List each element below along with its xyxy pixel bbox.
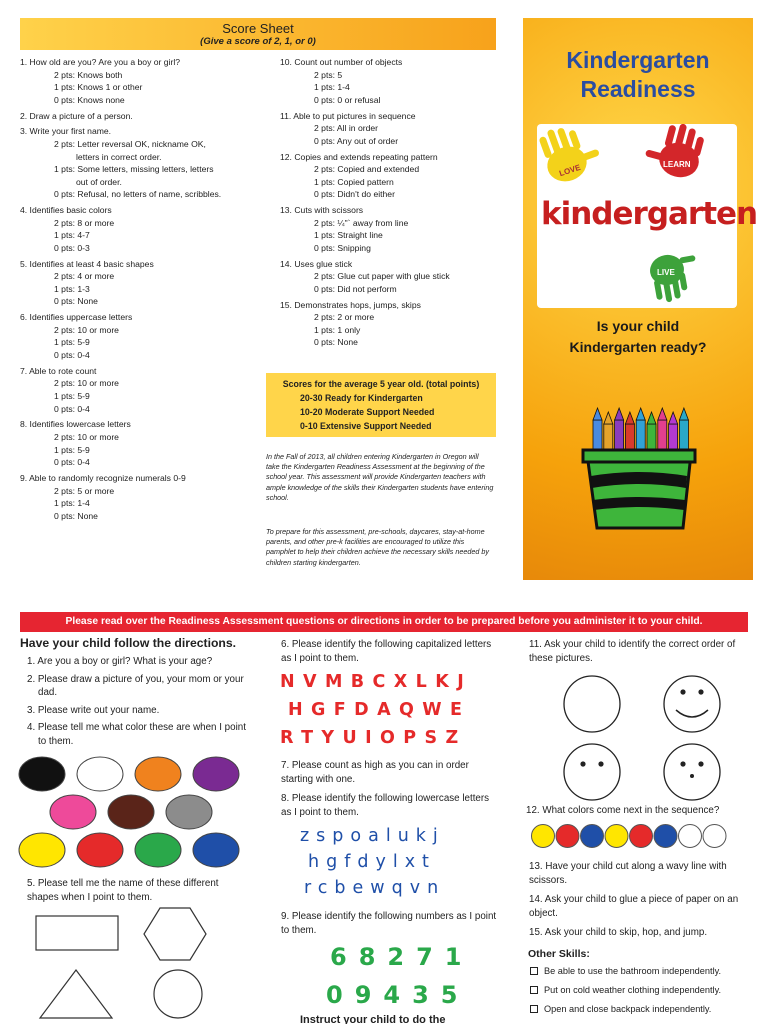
color-oval (77, 833, 123, 867)
smiling-face (664, 676, 720, 732)
score-item-question: 12. Copies and extends repeating pattern (280, 151, 438, 162)
crayon-box-illustration (579, 402, 699, 532)
score-item (20, 365, 256, 415)
sequence-circle (532, 825, 555, 848)
score-item-criterion: 0 pts: Didn't do either (314, 189, 395, 200)
score-item-criterion: 0 pts: 0 or refusal (314, 94, 381, 105)
uppercase-row-2: HGFDAQWE (288, 700, 471, 720)
checklist-item (530, 1000, 760, 1019)
color-oval (135, 833, 181, 867)
score-items-right (280, 56, 496, 352)
checklist-item-label: Put on cold weather clothing independently. (544, 985, 722, 995)
checklist-item (530, 981, 760, 1000)
cover-question (523, 316, 753, 358)
score-item-criterion: 2 pts: 10 or more (54, 324, 119, 335)
score-item-criterion: 0 pts: Knows none (54, 94, 125, 105)
intro-paragraph: In the Fall of 2013, all children entering Kindergarten in Oregon will take the Kindergarten Readiness Assessment at the beginning of the school year. This assessment will provide Kindergarten teachers with ample knowledge of the skills their Kindergarten students have entering school. (266, 452, 494, 502)
score-item-criterion: 0 pts: 0-4 (54, 350, 90, 360)
score-item-criterion: 1 pts: 1 only (314, 324, 361, 335)
checklist-item (530, 962, 760, 981)
direction-q5: 5. Please tell me the name of these different shapes when I point to them. (27, 878, 219, 903)
cover-question-line1: Is your child (596, 318, 680, 334)
sequence-circle (679, 825, 702, 848)
score-item-question: 7. Able to rote count (20, 365, 97, 376)
score-item (20, 472, 256, 522)
score-item-criterion: 2 pts: ¼"` away from line (314, 217, 409, 228)
cover-title-line2: Readiness (580, 76, 696, 102)
score-sheet-subtitle: (Give a score of 2, 1, or 0) (200, 36, 316, 47)
cover-question-line2: Kindergarten ready? (569, 339, 707, 355)
direction-q14: 14. Ask your child to glue a piece of paper on an object. (529, 894, 739, 919)
direction-item: 1. Are you a boy or girl? What is your age? (27, 656, 213, 667)
eyes-nose-face (664, 744, 720, 800)
numbers-row-2: 09435 (326, 981, 470, 1009)
score-sheet-title: Score Sheet (222, 21, 294, 36)
score-item-criterion: 2 pts: Glue cut paper with glue stick (314, 271, 450, 282)
eyes-face (564, 744, 620, 800)
score-item-criterion: 1 pts: 1-4 (314, 82, 350, 93)
instruction-banner: Please read over the Readiness Assessment questions or directions in order to be prepared before you administer it to your child. (20, 612, 748, 632)
score-item (280, 299, 496, 349)
direction-cutoff: Instruct your child to do the (300, 1014, 446, 1024)
color-oval (193, 833, 239, 867)
score-item-criterion: 2 pts: Letter reversal OK, nickname OK, (54, 138, 206, 149)
score-item (280, 204, 496, 254)
score-item-question: 4. Identifies basic colors (20, 205, 112, 216)
score-item-criterion: 0 pts: 0-4 (54, 403, 90, 414)
score-item-criterion: 1 pts: 5-9 (54, 390, 90, 401)
score-items-left (20, 56, 256, 525)
score-item (20, 258, 256, 308)
checkbox-icon (530, 986, 538, 994)
sequence-circle (630, 825, 653, 848)
directions-heading: Have your child follow the directions. (20, 636, 237, 650)
score-item-criterion: 1 pts: 1-4 (54, 498, 90, 509)
checklist-item-label: Open and close backpack independently. (544, 1004, 712, 1014)
checkbox-icon (530, 1005, 538, 1013)
score-item-question: 3. Write your first name. (20, 126, 112, 137)
score-item-question: 2. Draw a picture of a person. (20, 110, 133, 121)
score-item-question: 5. Identifies at least 4 basic shapes (20, 258, 154, 269)
score-item-question: 6. Identifies uppercase letters (20, 312, 133, 323)
score-item-criterion: 0 pts: None (54, 296, 98, 307)
direction-q8: 8. Please identify the following lowercase letters as I point to them. (281, 793, 490, 818)
rectangle-shape (36, 916, 118, 950)
score-item (280, 258, 496, 296)
score-range-moderate: 10-20 Moderate Support Needed (300, 407, 435, 417)
score-item-question: 11. Able to put pictures in sequence (280, 110, 416, 121)
score-item-criterion: 2 pts: 10 or more (54, 378, 119, 389)
color-oval (19, 757, 65, 791)
hand-love-label: LOVE (558, 162, 582, 179)
score-item-criterion: 2 pts: 4 or more (54, 271, 115, 282)
lowercase-row-2: hgfdylxt (308, 852, 436, 872)
color-oval (19, 833, 65, 867)
checkbox-icon (530, 967, 538, 975)
score-item-criterion: 2 pts: 5 (314, 69, 343, 80)
score-item-question: 10. Count out number of objects (280, 57, 403, 67)
hand-live-label: LIVE (657, 268, 675, 277)
sequence-circle (581, 825, 604, 848)
cover-title (523, 46, 753, 104)
direction-item: 3. Please write out your name. (27, 704, 160, 716)
score-item (280, 151, 496, 201)
hexagon-shape (144, 908, 206, 960)
score-item (20, 418, 256, 468)
score-item (20, 56, 256, 106)
triangle-shape (40, 970, 112, 1018)
shapes-illustration (34, 906, 214, 1024)
color-oval (50, 795, 96, 829)
checklist-item-label: Be able to use the bathroom independently. (544, 966, 722, 976)
sequence-circle (605, 825, 628, 848)
other-skills-list (530, 962, 760, 1019)
score-range-ready: 20-30 Ready for Kindergarten (300, 393, 423, 403)
score-item-criterion: 2 pts: 2 or more (314, 312, 375, 323)
color-oval (135, 757, 181, 791)
numbers-row-1: 68271 (330, 943, 474, 971)
score-item-question: 8. Identifies lowercase letters (20, 419, 131, 430)
score-item-criterion: 1 pts: Copied pattern (314, 176, 394, 187)
sequence-circle (703, 825, 726, 848)
uppercase-row-1: NVMBCXLKJ (280, 672, 473, 692)
score-item-criterion: 1 pts: 1-3 (54, 283, 90, 294)
sequence-circle (556, 825, 579, 848)
score-item-criterion: 1 pts: Some letters, missing letters, letters (54, 164, 214, 175)
score-item-criterion: 0 pts: 0-4 (54, 457, 90, 468)
scores-box (266, 373, 496, 437)
score-item-criterion: 0 pts: Refusal, no letters of name, scribbles. (54, 189, 222, 200)
score-item-question: 15. Demonstrates hops, jumps, skips (280, 299, 421, 310)
score-item-criterion: 1 pts: 5-9 (54, 337, 90, 348)
color-oval (77, 757, 123, 791)
direction-item: 2. Please draw a picture of you, your mom or your dad. (27, 673, 244, 699)
hand-learn-label: LEARN (663, 160, 691, 169)
direction-item: 4. Please tell me what color these are when I point to them. (27, 722, 246, 747)
direction-q11: 11. Ask your child to identify the correct order of these pictures. (529, 639, 736, 664)
logo-wordmark: kindergarten (541, 196, 758, 232)
direction-q7: 7. Please count as high as you can in order starting with one. (281, 760, 469, 785)
color-oval (166, 795, 212, 829)
directions-col1 (16, 655, 252, 753)
direction-q6: 6. Please identify the following capitalized letters as I point to them. (281, 639, 492, 664)
cover-title-line1: Kindergarten (566, 47, 710, 73)
score-item-criterion: 0 pts: 0-3 (54, 242, 90, 253)
score-item-question: 14. Uses glue stick (280, 258, 353, 269)
face-sequence (556, 672, 724, 804)
direction-q15: 15. Ask your child to skip, hop, and jump. (529, 927, 708, 938)
score-item (20, 125, 256, 201)
score-sheet-header (20, 18, 496, 50)
blank-face (564, 676, 620, 732)
score-item-criterion: 2 pts: Knows both (54, 69, 123, 80)
score-item-criterion: 1 pts: Straight line (314, 230, 383, 241)
score-item-criterion: out of order. (76, 176, 122, 187)
score-item-criterion: 2 pts: 8 or more (54, 217, 115, 228)
direction-q9: 9. Please identify the following numbers as I point to them. (281, 911, 497, 936)
lowercase-row-1: zspoalukj (300, 826, 445, 846)
other-skills-heading: Other Skills: (528, 948, 590, 960)
direction-q13: 13. Have your child cut along a wavy line with scissors. (529, 861, 727, 886)
score-item (20, 311, 256, 361)
color-oval (108, 795, 154, 829)
cover-panel (523, 18, 758, 580)
color-ovals (18, 756, 248, 872)
lowercase-row-3: rcbewqvn (304, 878, 446, 898)
sequence-circle (654, 825, 677, 848)
score-item-question: 13. Cuts with scissors (280, 205, 364, 216)
score-item-question: 1. How old are you? Are you a boy or girl? (20, 57, 181, 67)
score-item-criterion: 0 pts: Any out of order (314, 135, 399, 146)
score-item-criterion: 2 pts: 5 or more (54, 485, 115, 496)
uppercase-row-3: RTYUIOPSZ (280, 728, 467, 748)
score-range-extensive: 0-10 Extensive Support Needed (300, 421, 432, 431)
score-item (280, 110, 496, 148)
color-oval (193, 757, 239, 791)
score-item-criterion: 0 pts: Did not perform (314, 283, 397, 294)
scores-heading: Scores for the average 5 year old. (total points) (282, 379, 480, 389)
circle-shape (154, 970, 202, 1018)
score-item-question: 9. Able to randomly recognize numerals 0-9 (20, 472, 186, 483)
direction-q12: 12. What colors come next in the sequence? (526, 805, 720, 816)
score-item-criterion: 0 pts: None (54, 510, 98, 521)
score-item-criterion: 1 pts: Knows 1 or other (54, 82, 143, 93)
prepare-paragraph: To prepare for this assessment, pre-schools, daycares, stay-at-home parents, and other pre-k facilities are encouraged to utilize this pamphlet to help their children achieve the necessary skills needed by children starting kindergarten. (266, 527, 489, 567)
score-item-criterion: 2 pts: Copied and extended (314, 164, 420, 175)
score-item-criterion: 0 pts: Snipping (314, 242, 371, 253)
score-item (20, 110, 256, 123)
score-item-criterion: 0 pts: None (314, 337, 358, 348)
score-item (280, 56, 496, 106)
color-sequence (530, 822, 740, 852)
score-item-criterion: 1 pts: 5-9 (54, 444, 90, 455)
kindergarten-logo (537, 124, 758, 308)
score-item-criterion: 2 pts: 10 or more (54, 431, 119, 442)
score-item-criterion: 2 pts: All in order (314, 123, 379, 134)
score-item-criterion: 1 pts: 4-7 (54, 230, 90, 241)
score-item (20, 204, 256, 254)
score-item-criterion: letters in correct order. (76, 151, 162, 162)
